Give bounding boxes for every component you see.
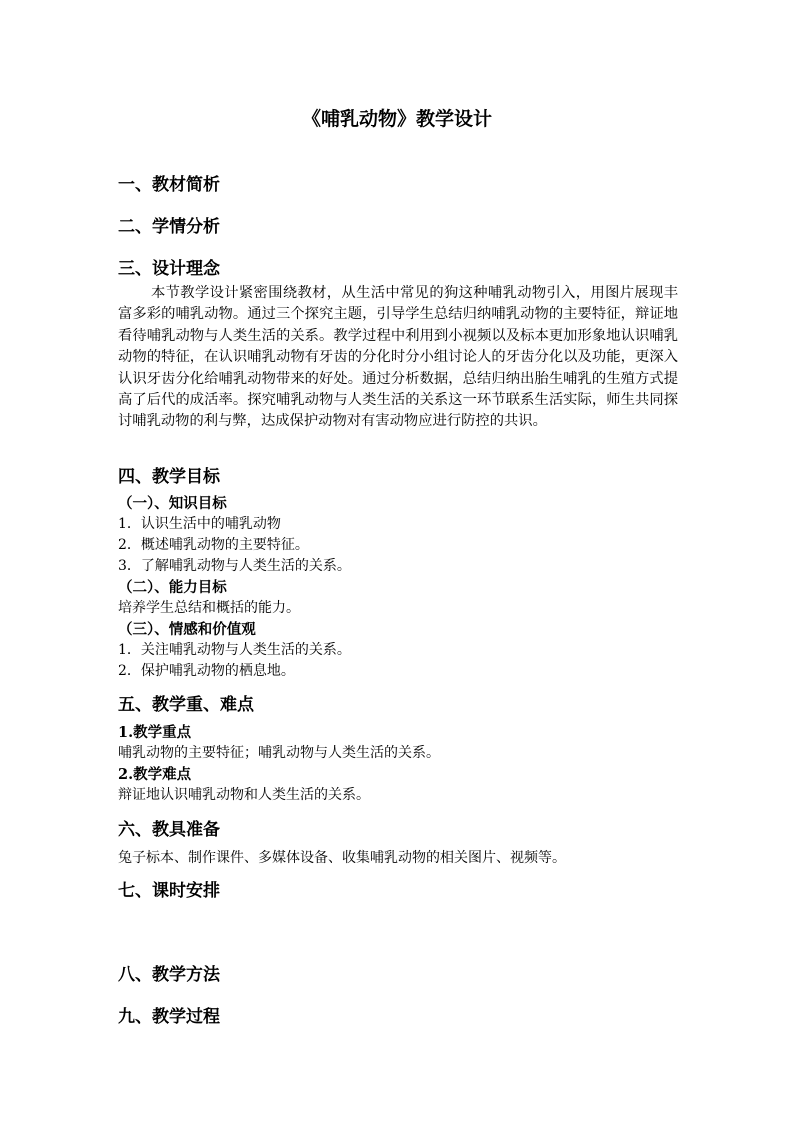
knowledge-objective-item: 2．概述哺乳动物的主要特征。 bbox=[118, 537, 309, 553]
difficult-points-text: 辩证地认识哺乳动物和人类生活的关系。 bbox=[118, 787, 370, 803]
knowledge-objective-item: 1．认识生活中的哺乳动物 bbox=[118, 516, 281, 532]
knowledge-objectives-heading: （一）、知识目标 bbox=[118, 495, 227, 512]
emotion-objective-item: 1．关注哺乳动物与人类生活的关系。 bbox=[118, 642, 351, 658]
teaching-materials-text: 兔子标本、制作课件、多媒体设备、收集哺乳动物的相关图片、视频等。 bbox=[118, 850, 566, 866]
section-heading-design-philosophy: 三、设计理念 bbox=[118, 259, 220, 279]
document-title: 《哺乳动物》教学设计 bbox=[301, 108, 492, 130]
difficult-points-heading: 2.教学难点 bbox=[118, 766, 192, 783]
section-heading-textbook-analysis: 一、教材简析 bbox=[118, 175, 220, 195]
section-heading-teaching-process: 九、教学过程 bbox=[118, 1007, 220, 1027]
key-points-heading: 1.教学重点 bbox=[118, 724, 192, 741]
emotion-objective-item: 2．保护哺乳动物的栖息地。 bbox=[118, 663, 295, 679]
design-philosophy-paragraph: 本节教学设计紧密围绕教材，从生活中常见的狗这种哺乳动物引入，用图片展现丰富多彩的哺乳动物。通过三个探究主题，引导学生总结归纳哺乳动物的主要特征，辩证地看待哺乳动物与人类生活的关系。教学过程中利用到小视频以及标本更加形象地认识哺乳动物的特征，在认识哺乳动物有牙齿的分化时分小组讨论人的牙齿分化以及功能，更深入认识牙齿分化给哺乳动物带来的好处。通过分析数据，总结归纳出胎生哺乳的生殖方式提高了后代的成活率。探究哺乳动物与人类生活的关系这一环节联系生活实际，师生共同探讨哺乳动物的利与弊，达成保护动物对有害动物应进行防控的共识。 bbox=[118, 285, 678, 430]
section-heading-teaching-materials: 六、教具准备 bbox=[118, 820, 220, 840]
section-heading-teaching-methods: 八、教学方法 bbox=[118, 965, 220, 985]
key-points-text: 哺乳动物的主要特征；哺乳动物与人类生活的关系。 bbox=[118, 745, 440, 761]
section-heading-key-difficult-points: 五、教学重、难点 bbox=[118, 695, 254, 715]
knowledge-objective-item: 3．了解哺乳动物与人类生活的关系。 bbox=[118, 558, 351, 574]
emotion-values-heading: （三）、情感和价值观 bbox=[118, 621, 256, 638]
section-heading-student-analysis: 二、学情分析 bbox=[118, 217, 220, 237]
section-heading-teaching-objectives: 四、教学目标 bbox=[118, 467, 220, 487]
section-heading-class-schedule: 七、课时安排 bbox=[118, 881, 220, 901]
ability-objective-item: 培养学生总结和概括的能力。 bbox=[118, 600, 300, 616]
ability-objectives-heading: （二）、能力目标 bbox=[118, 579, 227, 596]
